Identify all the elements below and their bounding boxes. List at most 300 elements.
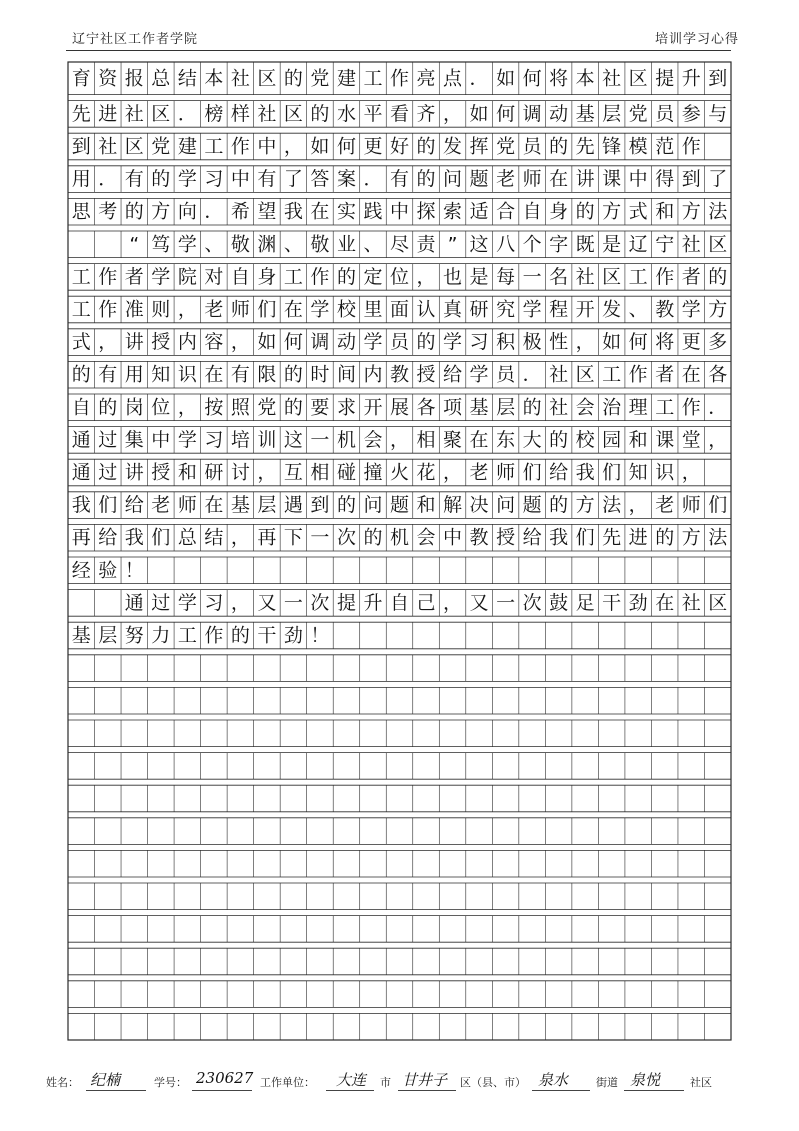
essay-char: 进 [98,102,118,125]
essay-char: 互 [283,461,303,484]
essay-char: 榜 [204,102,224,125]
essay-char: 劲 [628,591,648,614]
essay-char: 辽 [628,233,648,256]
essay-char: 、 [363,233,383,256]
essay-char: ， [443,591,463,614]
name-value: 纪楠 [90,1071,121,1089]
id-label: 学号： [154,1076,187,1089]
essay-char: 授 [151,461,171,484]
essay-char: 作 [230,135,250,158]
essay-char: 里 [363,298,383,321]
essay-char: 既 [575,233,595,256]
street-underline [532,1090,590,1091]
essay-char: 本 [204,67,224,90]
essay-char: 先 [602,526,622,549]
essay-char: 在 [204,494,224,517]
essay-char: ． [98,168,118,191]
essay-char: 发 [602,298,622,321]
essay-char: 在 [283,298,303,321]
essay-char: 希 [230,200,250,223]
essay-char: 一 [496,591,516,614]
essay-char: 到 [310,494,330,517]
essay-char: 社 [602,67,622,90]
essay-char: 内 [363,363,383,386]
essay-char: 社 [257,102,277,125]
essay-char: 作 [628,363,648,386]
essay-char: 作 [98,265,118,288]
essay-char: 给 [124,494,144,517]
essay-char: 员 [496,363,516,386]
essay-char: 在 [549,168,569,191]
essay-char: 一 [283,591,303,614]
essay-char: 位 [389,265,410,288]
essay-char: 训 [257,428,277,451]
essay-char: 工 [177,624,197,647]
essay-char: 劲 [283,624,303,647]
essay-char: 的 [416,135,436,158]
essay-char: 识 [177,363,197,386]
essay-char: 动 [549,102,569,125]
essay-char: 机 [336,428,356,451]
essay-char: 、 [628,298,648,321]
essay-char: 们 [151,526,171,549]
essay-char: 敬 [230,233,250,256]
essay-char: 院 [177,265,197,288]
essay-char: 教 [655,298,675,321]
essay-char: ． [469,67,489,90]
essay-char: 何 [496,102,516,125]
essay-char: 按 [204,396,224,419]
essay-char: 的 [230,624,250,647]
essay-text [72,67,728,646]
essay-char: 参 [681,102,701,125]
essay-char: 了 [283,168,303,191]
essay-char: 名 [549,265,569,288]
essay-char: 教 [469,526,489,549]
essay-char: 作 [98,298,118,321]
essay-char: 们 [98,494,118,517]
essay-char: 员 [522,135,542,158]
essay-char: 向 [177,200,197,223]
essay-char: 答 [310,168,330,191]
essay-char: 问 [443,168,463,191]
essay-char: 学 [177,428,197,451]
essay-char: 我 [283,200,303,223]
essay-char: 学 [177,168,197,191]
essay-char: ． [708,396,728,419]
street-value: 泉水 [538,1071,569,1089]
essay-char: 学 [522,298,542,321]
essay-char: 有 [124,168,144,191]
essay-char: 中 [230,168,250,191]
essay-char: 的 [151,168,171,191]
essay-char: 研 [204,461,224,484]
essay-char: 学 [177,233,197,256]
essay-char: 合 [496,200,516,223]
essay-char: 到 [708,67,728,90]
essay-char: 中 [257,135,277,158]
essay-char: 经 [71,559,91,582]
essay-char: 结 [204,526,224,549]
essay-char: 案 [336,168,356,191]
essay-char: 的 [283,363,303,386]
essay-char: 展 [389,396,410,419]
essay-char: ， [230,526,250,549]
essay-char: 和 [655,200,675,223]
essay-char: 先 [575,135,595,158]
essay-char: 得 [655,168,675,191]
essay-char: 努 [124,624,144,647]
essay-char: 员 [389,331,410,354]
essay-char: 作 [204,624,224,647]
essay-char: 、 [204,233,224,256]
essay-char: 区 [257,67,277,90]
essay-char: 党 [257,396,277,419]
essay-char: 通 [124,591,144,614]
essay-char: 究 [496,298,516,321]
essay-char: 建 [177,135,197,158]
essay-char: 何 [283,331,303,354]
essay-char: 东 [496,428,516,451]
essay-char: 学 [310,298,330,321]
essay-char: 们 [602,461,622,484]
essay-char: 自 [230,265,250,288]
essay-char: 准 [124,298,144,321]
essay-char: 学 [681,298,701,321]
essay-char: 的 [549,428,569,451]
essay-char: 课 [655,428,675,451]
essay-char: 方 [708,298,728,321]
essay-char: 老 [204,298,224,321]
essay-char: 的 [416,168,436,191]
essay-char: 到 [681,168,701,191]
essay-char: 则 [151,298,171,321]
essay-char: 有 [230,363,250,386]
essay-char: 工 [71,298,91,321]
essay-char: 认 [416,298,436,321]
essay-char: 本 [575,67,595,90]
essay-char: 的 [336,265,356,288]
essay-char: 平 [363,102,383,125]
essay-char: 者 [124,265,144,288]
essay-char: 授 [416,363,436,386]
essay-char: 讲 [124,461,144,484]
essay-char: 适 [469,200,489,223]
essay-char: 间 [336,363,356,386]
essay-char: 宁 [655,233,675,256]
essay-char: 工 [628,265,648,288]
essay-char: 性 [549,331,569,354]
essay-char: 报 [124,67,144,90]
essay-char: 积 [496,331,516,354]
essay-char: 内 [177,331,197,354]
essay-char: 习 [204,428,224,451]
essay-char: 过 [151,591,171,614]
essay-char: 撞 [363,461,383,484]
essay-char: 次 [310,591,330,614]
essay-char: 碰 [336,461,356,484]
essay-char: 自 [522,200,542,223]
essay-char: 鼓 [549,591,569,614]
essay-char: 是 [602,233,622,256]
essay-char: 的 [549,135,569,158]
essay-char: 总 [177,526,197,549]
essay-char: ， [230,331,250,354]
essay-char: 升 [363,591,383,614]
essay-char: 遇 [283,494,303,517]
essay-char: 决 [469,494,489,517]
essay-char: 己 [416,591,436,614]
essay-char: 样 [230,102,250,125]
essay-char: 的 [310,102,330,125]
essay-char: 与 [708,102,728,125]
essay-char: 授 [496,526,516,549]
essay-char: 每 [496,265,516,288]
community-underline [624,1090,684,1091]
essay-char: 将 [655,331,675,354]
essay-char: 望 [257,200,277,223]
essay-char: 定 [363,265,383,288]
essay-char: 尽 [389,233,410,256]
essay-char: 基 [230,494,250,517]
essay-char: 建 [336,67,356,90]
essay-char: 的 [363,526,383,549]
essay-char: 再 [257,526,277,549]
essay-char: 给 [549,461,569,484]
essay-char: 作 [310,265,330,288]
essay-char: 党 [496,135,516,158]
essay-char: 的 [655,526,675,549]
essay-char: ！ [310,624,330,647]
essay-char: 过 [98,461,118,484]
essay-char: ， [283,135,303,158]
essay-char: 八 [496,233,516,256]
essay-char: 者 [681,265,701,288]
essay-char: 的 [708,265,728,288]
essay-char: 更 [363,135,383,158]
essay-char: 了 [708,168,728,191]
essay-char: 在 [469,428,489,451]
essay-char: 问 [496,494,516,517]
essay-char: 考 [98,200,118,223]
essay-char: 位 [151,396,171,419]
essay-char: 思 [71,200,91,223]
essay-char: 校 [336,298,356,321]
essay-char: 如 [469,102,489,125]
essay-char: 花 [416,461,436,484]
essay-char: 提 [655,67,675,90]
essay-char: 自 [71,396,91,419]
essay-char: 字 [549,233,569,256]
essay-char: 基 [469,396,489,419]
essay-char: 会 [575,396,595,419]
essay-char: 有 [257,168,277,191]
essay-char: 工 [602,363,622,386]
essay-char: 讲 [575,168,595,191]
essay-char: 相 [416,428,436,451]
essay-char: 又 [257,591,277,614]
essay-char: 锋 [602,135,622,158]
essay-char: ， [389,428,410,451]
essay-char: 中 [628,168,648,191]
essay-char: 资 [98,67,118,90]
essay-char: 工 [655,396,675,419]
essay-char: 用 [71,168,91,191]
essay-char: 有 [389,168,410,191]
essay-char: ， [443,102,463,125]
essay-char: 何 [336,135,356,158]
essay-char: ， [98,331,118,354]
essay-char: 作 [389,67,410,90]
essay-char: ” [447,233,458,256]
essay-char: 们 [708,494,728,517]
essay-char: 范 [655,135,675,158]
essay-char: 们 [257,298,277,321]
essay-char: 程 [549,298,569,321]
essay-char: 通 [71,428,91,451]
essay-char: 看 [389,102,410,125]
essay-char: “ [129,233,140,256]
essay-char: 的 [575,200,595,223]
essay-char: 集 [124,428,144,451]
city-underline [326,1090,374,1091]
essay-char: 讨 [230,461,250,484]
essay-char: 作 [681,135,701,158]
essay-char: 敬 [310,233,330,256]
essay-char: 老 [469,461,489,484]
essay-char: ， [177,396,197,419]
essay-char: 各 [416,396,436,419]
essay-char: 堂 [681,428,701,451]
essay-char: 习 [204,168,224,191]
essay-char: 习 [469,331,489,354]
essay-char: 足 [575,591,595,614]
name-underline [86,1090,146,1091]
essay-char: 也 [443,265,463,288]
essay-char: 识 [655,461,675,484]
essay-char: 和 [628,428,648,451]
essay-char: 党 [310,67,330,90]
essay-char: 、 [283,233,303,256]
essay-char: 如 [257,331,277,354]
essay-char: 校 [575,428,595,451]
essay-char: 身 [549,200,569,223]
essay-char: 给 [98,526,118,549]
essay-char: ， [575,331,595,354]
essay-char: 更 [681,331,701,354]
district-value: 甘井子 [402,1071,448,1089]
essay-char: 实 [336,200,356,223]
essay-char: 社 [124,102,144,125]
essay-char: 我 [71,494,91,517]
essay-char: 一 [310,428,330,451]
essay-char: ， [230,591,250,614]
district-underline [398,1090,456,1091]
essay-char: 区 [124,135,144,158]
essay-char: ， [708,428,728,451]
essay-char: 员 [655,102,675,125]
essay-char: 基 [71,624,91,647]
essay-char: 教 [389,363,410,386]
essay-char: 的 [124,200,144,223]
essay-char: 法 [708,200,728,223]
essay-char: ． [363,168,383,191]
essay-char: 再 [71,526,91,549]
essay-char: 工 [204,135,224,158]
essay-char: 培 [230,428,250,451]
essay-char: 干 [257,624,277,647]
essay-char: 问 [363,494,383,517]
essay-char: ！ [124,559,144,582]
essay-char: 求 [336,396,356,419]
essay-char: 开 [575,298,595,321]
essay-char: 作 [681,396,701,419]
essay-char: 探 [416,200,436,223]
essay-char: 升 [681,67,701,90]
essay-char: 方 [681,200,701,223]
essay-char: 先 [71,102,91,125]
essay-char: 时 [310,363,330,386]
essay-char: 照 [230,396,250,419]
essay-char: ， [628,494,648,517]
essay-char: 挥 [469,135,489,158]
essay-char: 项 [443,396,463,419]
essay-char: ， [416,265,436,288]
institution-name: 辽宁社区工作者学院 [72,32,199,47]
essay-char: 区 [602,265,622,288]
essay-char: 社 [549,396,569,419]
essay-char: 区 [575,363,595,386]
essay-char: 下 [283,526,303,549]
essay-char: 区 [283,102,303,125]
essay-char: 亮 [416,67,436,90]
essay-char: 方 [575,494,595,517]
essay-char: 是 [469,265,489,288]
essay-char: 真 [443,298,463,321]
essay-char: 层 [257,494,277,517]
essay-char: 育 [71,67,91,90]
id-underline [192,1090,252,1091]
essay-char: 容 [204,331,224,354]
essay-char: 给 [522,526,542,549]
essay-char: 我 [549,526,569,549]
essay-char: 到 [71,135,91,158]
essay-char: 这 [469,233,489,256]
essay-char: 次 [522,591,542,614]
essay-char: 结 [177,67,197,90]
essay-char: 个 [522,233,542,256]
essay-char: 一 [310,526,330,549]
essay-char: ， [177,298,197,321]
essay-char: 给 [443,363,463,386]
essay-char: 验 [98,559,118,582]
essay-char: 区 [628,67,648,90]
city-value: 大连 [336,1071,367,1089]
essay-char: 践 [363,200,383,223]
essay-char: 方 [151,200,171,223]
essay-char: 和 [177,461,197,484]
essay-char: 园 [602,428,622,451]
essay-char: 齐 [416,102,436,125]
district-label: 区（县、市） [460,1076,526,1089]
essay-char: 老 [655,494,675,517]
essay-char: 理 [628,396,648,419]
essay-char: 如 [496,67,516,90]
essay-char: 在 [204,363,224,386]
essay-char: 机 [389,526,410,549]
essay-char: 何 [628,331,648,354]
essay-char: 师 [681,494,701,517]
